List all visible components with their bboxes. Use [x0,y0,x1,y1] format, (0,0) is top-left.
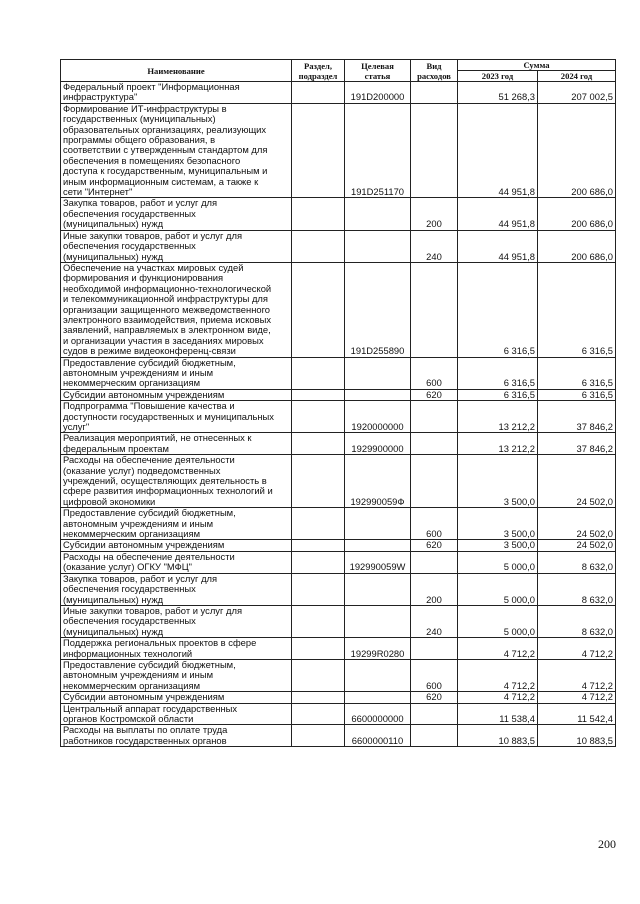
table-row [61,605,616,637]
row-type-cell: 600 [411,659,458,691]
table-row [61,389,616,400]
row-section-cell [292,692,345,703]
row-section-cell [292,605,345,637]
row-section-cell [292,638,345,660]
row-target-cell: 192990059Ф [345,455,411,508]
row-type-cell [411,703,458,725]
row-sum-2023-cell: 44 951,8 [458,103,538,198]
row-name-cell: Расходы на обеспечение деятельности (оказание услуг) ОГКУ "МФЦ" [61,551,292,573]
row-section-cell [292,725,345,747]
row-type-cell: 620 [411,692,458,703]
table-row [61,659,616,691]
row-sum-2023-cell: 6 316,5 [458,262,538,357]
table-row [61,357,616,389]
row-sum-2023-cell: 6 316,5 [458,389,538,400]
row-name-cell: Закупка товаров, работ и услуг для обеспечения государственных (муниципальных) нужд [61,573,292,605]
row-name-cell: Предоставление субсидий бюджетным, автономным учреждениям и иным некоммерческим организациям [61,357,292,389]
header-year-2023: 2023 год [458,71,538,82]
row-sum-2024-cell: 6 316,5 [538,389,616,400]
row-sum-2023-cell: 13 212,2 [458,401,538,433]
row-sum-2024-cell: 24 502,0 [538,455,616,508]
table-row [61,198,616,230]
row-sum-2024-cell: 8 632,0 [538,605,616,637]
row-sum-2024-cell: 200 686,0 [538,198,616,230]
row-section-cell [292,540,345,551]
table-row [61,455,616,508]
table-row [61,433,616,455]
row-name-cell: Субсидии автономным учреждениям [61,540,292,551]
row-sum-2024-cell: 207 002,5 [538,82,616,104]
table-row [61,103,616,198]
row-sum-2024-cell: 8 632,0 [538,573,616,605]
table-row [61,82,616,104]
header-target: Целевая статья [345,60,411,82]
header-section: Раздел, подраздел [292,60,345,82]
row-section-cell [292,433,345,455]
row-sum-2023-cell: 5 000,0 [458,573,538,605]
row-target-cell [345,230,411,262]
row-sum-2023-cell: 44 951,8 [458,198,538,230]
row-name-cell: Предоставление субсидий бюджетным, автономным учреждениям и иным некоммерческим организациям [61,659,292,691]
row-sum-2023-cell: 3 500,0 [458,455,538,508]
row-section-cell [292,103,345,198]
row-section-cell [292,198,345,230]
row-type-cell [411,103,458,198]
row-target-cell: 191D255890 [345,262,411,357]
table-row [61,551,616,573]
row-sum-2024-cell: 37 846,2 [538,433,616,455]
row-target-cell: 191D251170 [345,103,411,198]
row-section-cell [292,82,345,104]
row-sum-2023-cell: 4 712,2 [458,638,538,660]
row-type-cell [411,82,458,104]
row-sum-2023-cell: 5 000,0 [458,605,538,637]
row-section-cell [292,703,345,725]
row-target-cell: 1920000000 [345,401,411,433]
table-row [61,573,616,605]
row-name-cell: Обеспечение на участках мировых судей формирования и функционирования необходимой информационно-технологической и телекоммуникационной инфраструктуры для организации защищенного межведомственного электронного взаимодействия, приема исковых заявлений, направляемых в электронном виде, и организации участия в заседаниях мировых судов в режиме видеоконференц-связи [61,262,292,357]
header-sum: Сумма [458,60,616,71]
table-row [61,230,616,262]
row-sum-2024-cell: 10 883,5 [538,725,616,747]
table-body [61,82,616,747]
row-target-cell [345,659,411,691]
row-type-cell [411,638,458,660]
row-target-cell: 191D200000 [345,82,411,104]
row-target-cell [345,605,411,637]
row-name-cell: Формирование ИТ-инфраструктуры в государственных (муниципальных) образовательных организациях, реализующих программы общего образования, в соответствии с утвержденным стандартом для обеспечения в помещениях безопасного доступа к государственным, муниципальным и иным информационным системам, а также к сети "Интернет" [61,103,292,198]
row-sum-2023-cell: 5 000,0 [458,551,538,573]
row-section-cell [292,230,345,262]
row-sum-2023-cell: 13 212,2 [458,433,538,455]
row-type-cell: 200 [411,198,458,230]
row-target-cell [345,357,411,389]
row-name-cell: Субсидии автономным учреждениям [61,389,292,400]
budget-table [60,59,616,747]
row-type-cell [411,262,458,357]
row-sum-2023-cell: 3 500,0 [458,508,538,540]
row-target-cell [345,573,411,605]
row-sum-2024-cell: 200 686,0 [538,103,616,198]
table-row [61,638,616,660]
row-name-cell: Реализация мероприятий, не отнесенных к федеральным проектам [61,433,292,455]
row-sum-2023-cell: 3 500,0 [458,540,538,551]
row-section-cell [292,659,345,691]
row-sum-2024-cell: 4 712,2 [538,692,616,703]
row-type-cell [411,455,458,508]
page-number: 200 [598,837,616,851]
row-sum-2024-cell: 4 712,2 [538,638,616,660]
table-row [61,540,616,551]
row-type-cell [411,725,458,747]
row-target-cell [345,198,411,230]
row-name-cell: Субсидии автономным учреждениям [61,692,292,703]
row-sum-2024-cell: 24 502,0 [538,508,616,540]
table-header [61,60,616,82]
row-type-cell: 600 [411,508,458,540]
row-sum-2023-cell: 10 883,5 [458,725,538,747]
row-section-cell [292,401,345,433]
row-name-cell: Федеральный проект "Информационная инфраструктура" [61,82,292,104]
row-sum-2024-cell: 4 712,2 [538,659,616,691]
row-sum-2024-cell: 200 686,0 [538,230,616,262]
row-name-cell: Предоставление субсидий бюджетным, автономным учреждениям и иным некоммерческим организациям [61,508,292,540]
row-section-cell [292,573,345,605]
row-sum-2024-cell: 11 542,4 [538,703,616,725]
row-target-cell: 1929900000 [345,433,411,455]
row-sum-2024-cell: 6 316,5 [538,262,616,357]
row-sum-2023-cell: 51 268,3 [458,82,538,104]
row-section-cell [292,357,345,389]
row-name-cell: Центральный аппарат государственных органов Костромской области [61,703,292,725]
row-name-cell: Подпрограмма "Повышение качества и доступности государственных и муниципальных услуг" [61,401,292,433]
row-name-cell: Расходы на выплаты по оплате труда работников государственных органов [61,725,292,747]
row-section-cell [292,455,345,508]
row-name-cell: Иные закупки товаров, работ и услуг для обеспечения государственных (муниципальных) нужд [61,605,292,637]
row-type-cell: 240 [411,605,458,637]
table-row [61,703,616,725]
row-target-cell: 6600000110 [345,725,411,747]
table-row [61,401,616,433]
row-type-cell: 600 [411,357,458,389]
row-sum-2023-cell: 11 538,4 [458,703,538,725]
row-target-cell: 192990059W [345,551,411,573]
row-target-cell [345,508,411,540]
row-section-cell [292,389,345,400]
row-sum-2023-cell: 4 712,2 [458,659,538,691]
row-type-cell: 620 [411,540,458,551]
row-type-cell [411,551,458,573]
row-target-cell [345,389,411,400]
row-target-cell [345,540,411,551]
row-name-cell: Иные закупки товаров, работ и услуг для обеспечения государственных (муниципальных) нужд [61,230,292,262]
row-sum-2024-cell: 6 316,5 [538,357,616,389]
row-sum-2024-cell: 24 502,0 [538,540,616,551]
row-sum-2023-cell: 44 951,8 [458,230,538,262]
table-row [61,262,616,357]
row-name-cell: Расходы на обеспечение деятельности (оказание услуг) подведомственных учреждений, осуществляющих деятельность в сфере развития информационных технологий и цифровой экономики [61,455,292,508]
row-type-cell: 240 [411,230,458,262]
row-type-cell [411,433,458,455]
header-year-2024: 2024 год [538,71,616,82]
row-name-cell: Поддержка региональных проектов в сфере информационных технологий [61,638,292,660]
row-section-cell [292,551,345,573]
row-sum-2023-cell: 4 712,2 [458,692,538,703]
row-type-cell [411,401,458,433]
row-sum-2024-cell: 8 632,0 [538,551,616,573]
row-target-cell: 6600000000 [345,703,411,725]
row-section-cell [292,262,345,357]
row-target-cell [345,692,411,703]
row-name-cell: Закупка товаров, работ и услуг для обеспечения государственных (муниципальных) нужд [61,198,292,230]
header-type: Вид расходов [411,60,458,82]
row-sum-2024-cell: 37 846,2 [538,401,616,433]
table-row [61,725,616,747]
header-name: Наименование [61,60,292,82]
table-row [61,508,616,540]
row-target-cell: 19299R0280 [345,638,411,660]
row-type-cell: 200 [411,573,458,605]
table-row [61,692,616,703]
row-type-cell: 620 [411,389,458,400]
row-section-cell [292,508,345,540]
row-sum-2023-cell: 6 316,5 [458,357,538,389]
